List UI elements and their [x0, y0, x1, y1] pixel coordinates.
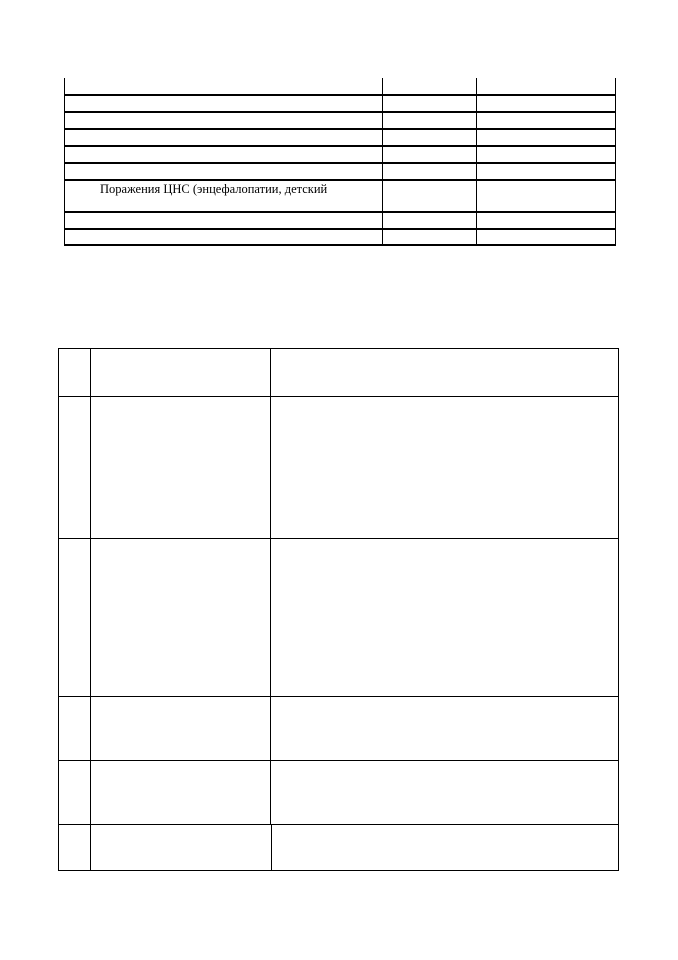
- top-table-row-border: [64, 145, 616, 147]
- top-table-row-border: [64, 162, 616, 164]
- table-row: [59, 825, 618, 870]
- top-table-row-border: [64, 128, 616, 130]
- top-table-row-border: [64, 211, 616, 213]
- top-table-row-border: [64, 244, 616, 246]
- table-row: [59, 761, 618, 824]
- top-table-row-border: [64, 94, 616, 96]
- table-row: [59, 539, 618, 696]
- table-row: [59, 349, 618, 396]
- top-table: [64, 78, 616, 246]
- table-cell-diagnosis: Поражения ЦНС (энцефалопатии, детский: [100, 182, 328, 196]
- top-table-row-border: [64, 228, 616, 230]
- table-row: [59, 697, 618, 760]
- top-table-row-border: [64, 111, 616, 113]
- top-table-row-border: [64, 179, 616, 181]
- table-row: [59, 397, 618, 538]
- bottom-table: [58, 348, 619, 871]
